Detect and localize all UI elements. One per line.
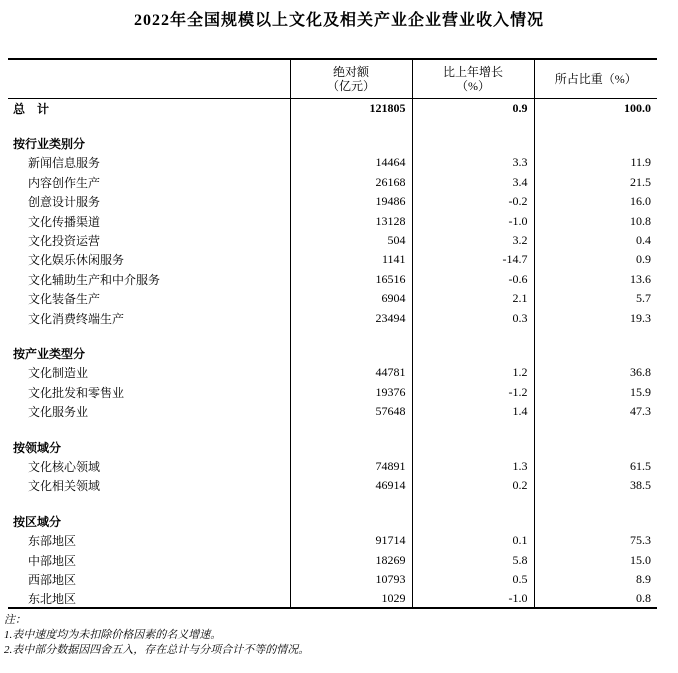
row-label: 文化服务业 [28,405,89,420]
share-value: 19.3 [534,308,657,327]
page [0,10,678,673]
section-row [8,512,657,531]
growth-value: -1.0 [412,589,534,608]
row-label: 西部地区 [28,572,77,587]
spacer-row [8,118,657,134]
growth-value: 0.1 [412,531,534,550]
row-label: 按领域分 [13,440,62,455]
notes-label: 注： [4,614,26,627]
abs-value: 1029 [290,589,412,608]
share-value [534,421,657,437]
table-row [8,153,657,172]
abs-value: 10793 [290,570,412,589]
growth-value: 3.3 [412,153,534,172]
table-row [8,231,657,250]
row-label: 文化投资运营 [28,234,101,249]
row-label: 总 计 [13,101,50,116]
growth-value: 3.2 [412,231,534,250]
abs-value: 74891 [290,457,412,476]
abs-value [290,134,412,153]
share-value: 10.8 [534,211,657,230]
share-value: 13.6 [534,270,657,289]
row-label: 文化相关领域 [28,479,101,494]
header-absolute-amount [290,59,412,99]
share-value [534,437,657,456]
growth-value: 2.1 [412,289,534,308]
table-row [8,550,657,569]
share-value [534,134,657,153]
share-value: 8.9 [534,570,657,589]
abs-value: 6904 [290,289,412,308]
growth-value: 1.4 [412,402,534,421]
abs-value [290,328,412,344]
share-value: 16.0 [534,192,657,211]
share-value: 36.8 [534,363,657,382]
section-row [8,437,657,456]
row-label: 东北地区 [28,591,77,606]
row-label: 文化核心领域 [28,459,101,474]
abs-value [290,344,412,363]
table-row [8,476,657,495]
share-value: 0.9 [534,250,657,269]
header-line: （亿元） [326,79,375,93]
growth-value [412,118,534,134]
growth-value: -0.2 [412,192,534,211]
note-line-2: 2.表中部分数据因四舍五入，存在总计与分项合计不等的情况。 [4,644,310,657]
page-title: 2022年全国规模以上文化及相关产业企业营业收入情况 [133,12,544,29]
growth-value [412,134,534,153]
table-row [8,457,657,476]
row-label: 文化消费终端生产 [28,311,125,326]
abs-value: 26168 [290,173,412,192]
abs-value [290,437,412,456]
growth-value [412,496,534,512]
table-row [8,173,657,192]
growth-value [412,512,534,531]
abs-value: 57648 [290,402,412,421]
growth-value: -0.6 [412,270,534,289]
abs-value [290,421,412,437]
row-label [8,118,290,134]
abs-value: 19376 [290,383,412,402]
row-label: 文化娱乐休闲服务 [28,253,125,268]
row-label: 按行业类别分 [13,137,86,152]
share-value: 0.4 [534,231,657,250]
row-label: 文化装备生产 [28,292,101,307]
table-row [8,270,657,289]
row-label [8,328,290,344]
revenue-table [8,58,657,609]
table-row [8,383,657,402]
share-value: 0.8 [534,589,657,608]
growth-value: 0.3 [412,308,534,327]
growth-value: 1.2 [412,363,534,382]
share-value [534,328,657,344]
share-value: 61.5 [534,457,657,476]
row-label: 按区域分 [13,514,62,529]
row-label: 文化辅助生产和中介服务 [28,272,161,287]
abs-value: 91714 [290,531,412,550]
abs-value: 46914 [290,476,412,495]
abs-value: 14464 [290,153,412,172]
header-line: 比上年增长 [442,65,503,79]
row-label: 内容创作生产 [28,175,101,190]
section-row [8,344,657,363]
row-label: 文化传播渠道 [28,214,101,229]
growth-value: 0.5 [412,570,534,589]
spacer-row [8,496,657,512]
share-value: 5.7 [534,289,657,308]
growth-value: 5.8 [412,550,534,569]
row-label: 文化批发和零售业 [28,385,125,400]
growth-value: 0.9 [412,99,534,118]
header-share [534,59,657,99]
share-value [534,118,657,134]
abs-value: 18269 [290,550,412,569]
table-row [8,211,657,230]
growth-value: -1.0 [412,211,534,230]
growth-value [412,421,534,437]
row-label: 中部地区 [28,553,77,568]
row-label: 按产业类型分 [13,346,86,361]
abs-value: 44781 [290,363,412,382]
abs-value: 19486 [290,192,412,211]
table-row [8,99,657,118]
growth-value: 3.4 [412,173,534,192]
notes [4,613,678,658]
abs-value: 16516 [290,270,412,289]
row-label [8,496,290,512]
table-row [8,570,657,589]
row-label: 创意设计服务 [28,195,101,210]
growth-value: 1.3 [412,457,534,476]
share-value [534,512,657,531]
growth-value: 0.2 [412,476,534,495]
row-label: 东部地区 [28,534,77,549]
abs-value: 1141 [290,250,412,269]
share-value: 15.0 [534,550,657,569]
spacer-row [8,421,657,437]
share-value: 100.0 [534,99,657,118]
share-value: 11.9 [534,153,657,172]
table-row [8,363,657,382]
growth-value [412,344,534,363]
share-value: 47.3 [534,402,657,421]
growth-value [412,437,534,456]
abs-value: 23494 [290,308,412,327]
abs-value [290,496,412,512]
growth-value [412,328,534,344]
abs-value: 121805 [290,99,412,118]
header-growth [412,59,534,99]
share-value [534,496,657,512]
share-value: 15.9 [534,383,657,402]
table-row [8,589,657,608]
growth-value: -1.2 [412,383,534,402]
growth-value: -14.7 [412,250,534,269]
row-label: 新闻信息服务 [28,156,101,171]
abs-value [290,118,412,134]
header-empty-cell [8,59,290,99]
table-row [8,250,657,269]
table-row [8,531,657,550]
share-value: 21.5 [534,173,657,192]
share-value: 75.3 [534,531,657,550]
spacer-row [8,328,657,344]
table-row [8,289,657,308]
row-label: 文化制造业 [28,366,89,381]
header-line: 所占比重（%） [554,72,637,86]
note-line-1: 1.表中速度均为未扣除价格因素的名义增速。 [4,629,222,642]
table-row [8,192,657,211]
header-line: 绝对额 [332,65,369,79]
table-row [8,402,657,421]
share-value: 38.5 [534,476,657,495]
table-body [8,99,657,609]
abs-value [290,512,412,531]
row-label [8,421,290,437]
table-row [8,308,657,327]
share-value [534,344,657,363]
section-row [8,134,657,153]
abs-value: 504 [290,231,412,250]
abs-value: 13128 [290,211,412,230]
table-header [8,59,657,99]
header-row [8,59,657,99]
header-line: （%） [456,79,490,93]
